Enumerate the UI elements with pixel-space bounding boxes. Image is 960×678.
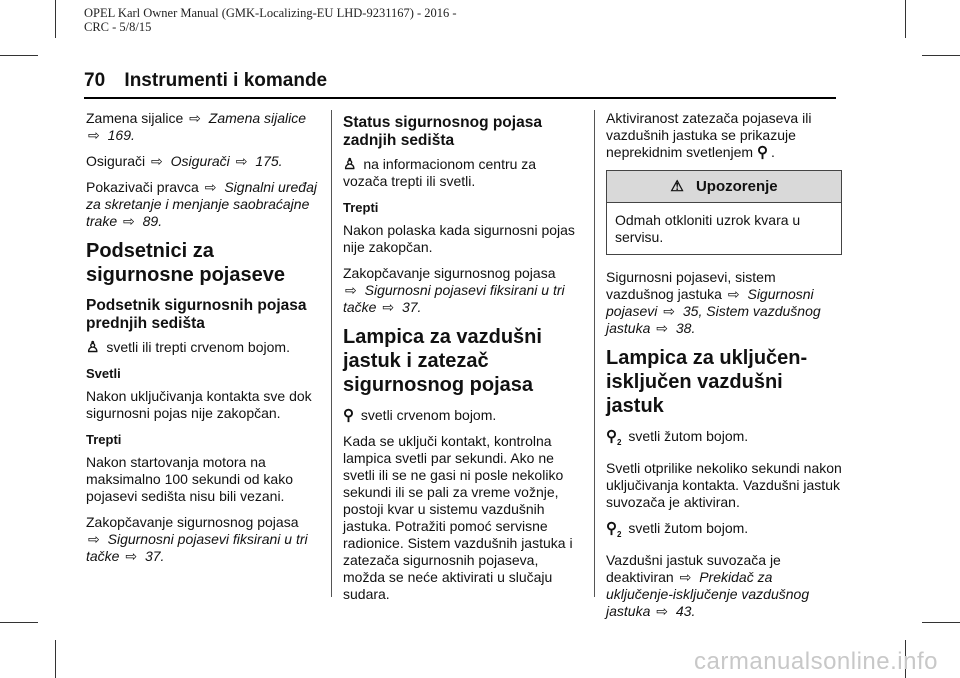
- ref-paragraph: [606, 552, 842, 620]
- column-3: [606, 110, 842, 629]
- ref-arrow-icon: ⇨: [382, 299, 395, 315]
- ref-text: Zakopčavanje sigurnosnog pojasa: [343, 265, 556, 281]
- label-blink: Trepti: [86, 432, 122, 447]
- icon-description: na informacionom centru za vozača trepti ili svetli.: [343, 156, 537, 189]
- label-blink: Trepti: [343, 200, 379, 215]
- ref-text: Zamena sijalice: [86, 110, 184, 126]
- body-text: Aktiviranost zatezača pojaseva ili vazdušnih jastuka se prikazuje neprekidnim svetlenjem: [606, 110, 812, 160]
- warning-title: Upozorenje: [695, 178, 778, 195]
- ref-arrow-icon: ⇨: [345, 282, 357, 298]
- ref-arrow-icon: ⇨: [88, 531, 100, 547]
- ref-arrow-icon: ⇨: [88, 127, 100, 143]
- ref-text: Osigurači: [86, 153, 146, 169]
- ref-paragraph: [86, 179, 318, 230]
- ref-page[interactable]: 175.: [255, 153, 283, 169]
- crop-mark: [0, 55, 38, 56]
- ref-page[interactable]: 37.: [401, 299, 422, 315]
- airbag-icon: $⚲_2$: [606, 520, 622, 539]
- subsection-heading: Status sigurnosnog pojasa zadnjih sedišta: [343, 114, 542, 149]
- ref-paragraph: [86, 153, 318, 170]
- ref-link-seatbelts[interactable]: Sigurnosni pojasevi fiksirani u tri tačke: [343, 282, 565, 315]
- page-title: Instrumenti i komande: [124, 70, 328, 91]
- ref-paragraph: [86, 110, 318, 144]
- ref-arrow-icon: ⇨: [656, 320, 668, 336]
- body-text: Nakon startovanja motora na maksimalno 100 sekundi od kako pojasevi sedišta nisu bili vezani.: [86, 454, 294, 504]
- icon-paragraph: [606, 428, 842, 451]
- ref-link-seatbelts[interactable]: Sigurnosni pojasevi: [606, 286, 814, 319]
- crop-mark: [905, 0, 906, 38]
- warning-text: Odmah otkloniti uzrok kvara u servisu.: [615, 212, 801, 245]
- ref-arrow-icon: ⇨: [679, 569, 692, 585]
- icon-paragraph: [606, 520, 842, 543]
- body-text: Nakon polaska kada sigurnosni pojas nije zakopčan.: [343, 222, 575, 255]
- ref-text: Sigurnosni pojasevi, sistem vazdušnog jastuka: [606, 269, 776, 302]
- section-heading: Lampica za uključen-isključen vazdušni jastuk: [606, 347, 808, 417]
- section-heading: Podsetnici za sigurnosne pojaseve: [86, 240, 285, 286]
- page-header: [84, 70, 327, 92]
- page-number: 70: [84, 70, 106, 91]
- ref-text: Zakopčavanje sigurnosnog pojasa: [86, 514, 299, 530]
- ref-arrow-icon: ⇨: [123, 213, 135, 229]
- ref-text: Pokazivači pravca: [86, 179, 199, 195]
- ref-link-airbag-switch[interactable]: Prekidač za uključenje-isključenje vazdušnog jastuka: [606, 569, 810, 619]
- ref-page[interactable]: 37.: [144, 548, 165, 564]
- section-heading: Lampica za vazdušni jastuk i zatezač sigurnosnog pojasa: [343, 326, 542, 396]
- ref-page[interactable]: 35,: [682, 303, 703, 319]
- airbag-icon: $⚲_2$: [606, 428, 622, 447]
- icon-description: svetli crvenom bojom.: [360, 407, 497, 423]
- crop-mark: [922, 622, 960, 623]
- body-text: Kada se uključi kontakt, kontrolna lampica svetli par sekundi. Ako ne svetli ili se ne gasi ni posle nekoliko sekundi ili se pali za vreme vožnje, postoji kvar u sistemu vazdušnih jastuka. Potražiti pomoć servisne radionice. Sistem vazdušnih jastuka i zatezača sigurnosnih pojaseva, možda se neće aktivirati u slučaju sudara.: [343, 433, 573, 602]
- icon-paragraph: [343, 156, 581, 190]
- airbag-icon: ⚲: [343, 407, 354, 424]
- watermark: carmanualsonline.info: [694, 648, 938, 675]
- ref-page[interactable]: 38.: [675, 320, 696, 336]
- column-1: [86, 110, 318, 574]
- seatbelt-icon: ♙: [86, 339, 100, 356]
- icon-description: svetli žutom bojom.: [628, 428, 749, 444]
- ref-link-bulb[interactable]: Zamena sijalice: [208, 110, 307, 126]
- seatbelt-icon: ♙: [343, 156, 357, 173]
- column-divider: [331, 110, 332, 597]
- ref-paragraph: [86, 514, 318, 565]
- body-text: Nakon uključivanja kontakta sve dok sigurnosni pojas nije zakopčan.: [86, 388, 312, 421]
- warning-box: [606, 170, 842, 255]
- ref-paragraph: [606, 269, 842, 337]
- icon-paragraph: Aktiviranost zatezača pojaseva ili vazdušnih jastuka se prikazuje neprekidnim svetlenjem ⚲ .: [606, 110, 812, 161]
- ref-arrow-icon: ⇨: [125, 548, 138, 564]
- ref-arrow-icon: ⇨: [235, 153, 248, 169]
- ref-arrow-icon: ⇨: [656, 603, 668, 619]
- ref-link-fuses[interactable]: Osigurači: [170, 153, 230, 169]
- airbag-icon: ⚲: [756, 144, 768, 161]
- column-divider: [594, 110, 595, 597]
- ref-text: Vazdušni jastuk suvozača je deaktiviran: [606, 552, 781, 585]
- document-meta: [84, 6, 457, 34]
- column-2: [343, 110, 581, 612]
- ref-link-seatbelts[interactable]: Sigurnosni pojasevi fiksirani u tri tačke: [86, 531, 308, 564]
- body-text: Svetli otprilike nekoliko sekundi nakon uključivanja kontakta. Vazdušni jastuk suvozača je aktiviran.: [606, 460, 842, 510]
- warning-triangle-icon: ⚠: [670, 178, 684, 195]
- meta-line-2: CRC - 5/8/15: [84, 20, 152, 34]
- crop-mark: [55, 0, 56, 38]
- ref-arrow-icon: ⇨: [204, 179, 217, 195]
- ref-arrow-icon: ⇨: [189, 110, 201, 126]
- ref-arrow-icon: ⇨: [727, 286, 740, 302]
- subsection-heading: Podsetnik sigurnosnih pojasa prednjih sedišta: [86, 297, 307, 332]
- crop-mark: [0, 622, 38, 623]
- ref-paragraph: [343, 265, 581, 316]
- icon-description: svetli žutom bojom.: [628, 520, 749, 536]
- crop-mark: [922, 55, 960, 56]
- ref-arrow-icon: ⇨: [151, 153, 163, 169]
- ref-link-turn-signal[interactable]: Signalni uređaj za skretanje i menjanje saobraćajne trake: [86, 179, 317, 229]
- ref-page[interactable]: 89.: [142, 213, 163, 229]
- warning-header: [607, 171, 841, 203]
- meta-line-1: OPEL Karl Owner Manual (GMK-Localizing-EU LHD-9231167) - 2016 -: [84, 6, 457, 20]
- ref-page[interactable]: 43.: [675, 603, 696, 619]
- label-on: Svetli: [86, 366, 121, 381]
- header-rule: [84, 97, 836, 99]
- ref-page[interactable]: 169.: [107, 127, 135, 143]
- ref-arrow-icon: ⇨: [663, 303, 675, 319]
- icon-paragraph: [343, 407, 581, 424]
- icon-description: svetli ili trepti crvenom bojom.: [106, 339, 290, 355]
- ref-link-airbag-system[interactable]: Sistem vazdušnog jastuka: [606, 303, 821, 336]
- icon-paragraph: [86, 339, 318, 356]
- crop-mark: [55, 640, 56, 678]
